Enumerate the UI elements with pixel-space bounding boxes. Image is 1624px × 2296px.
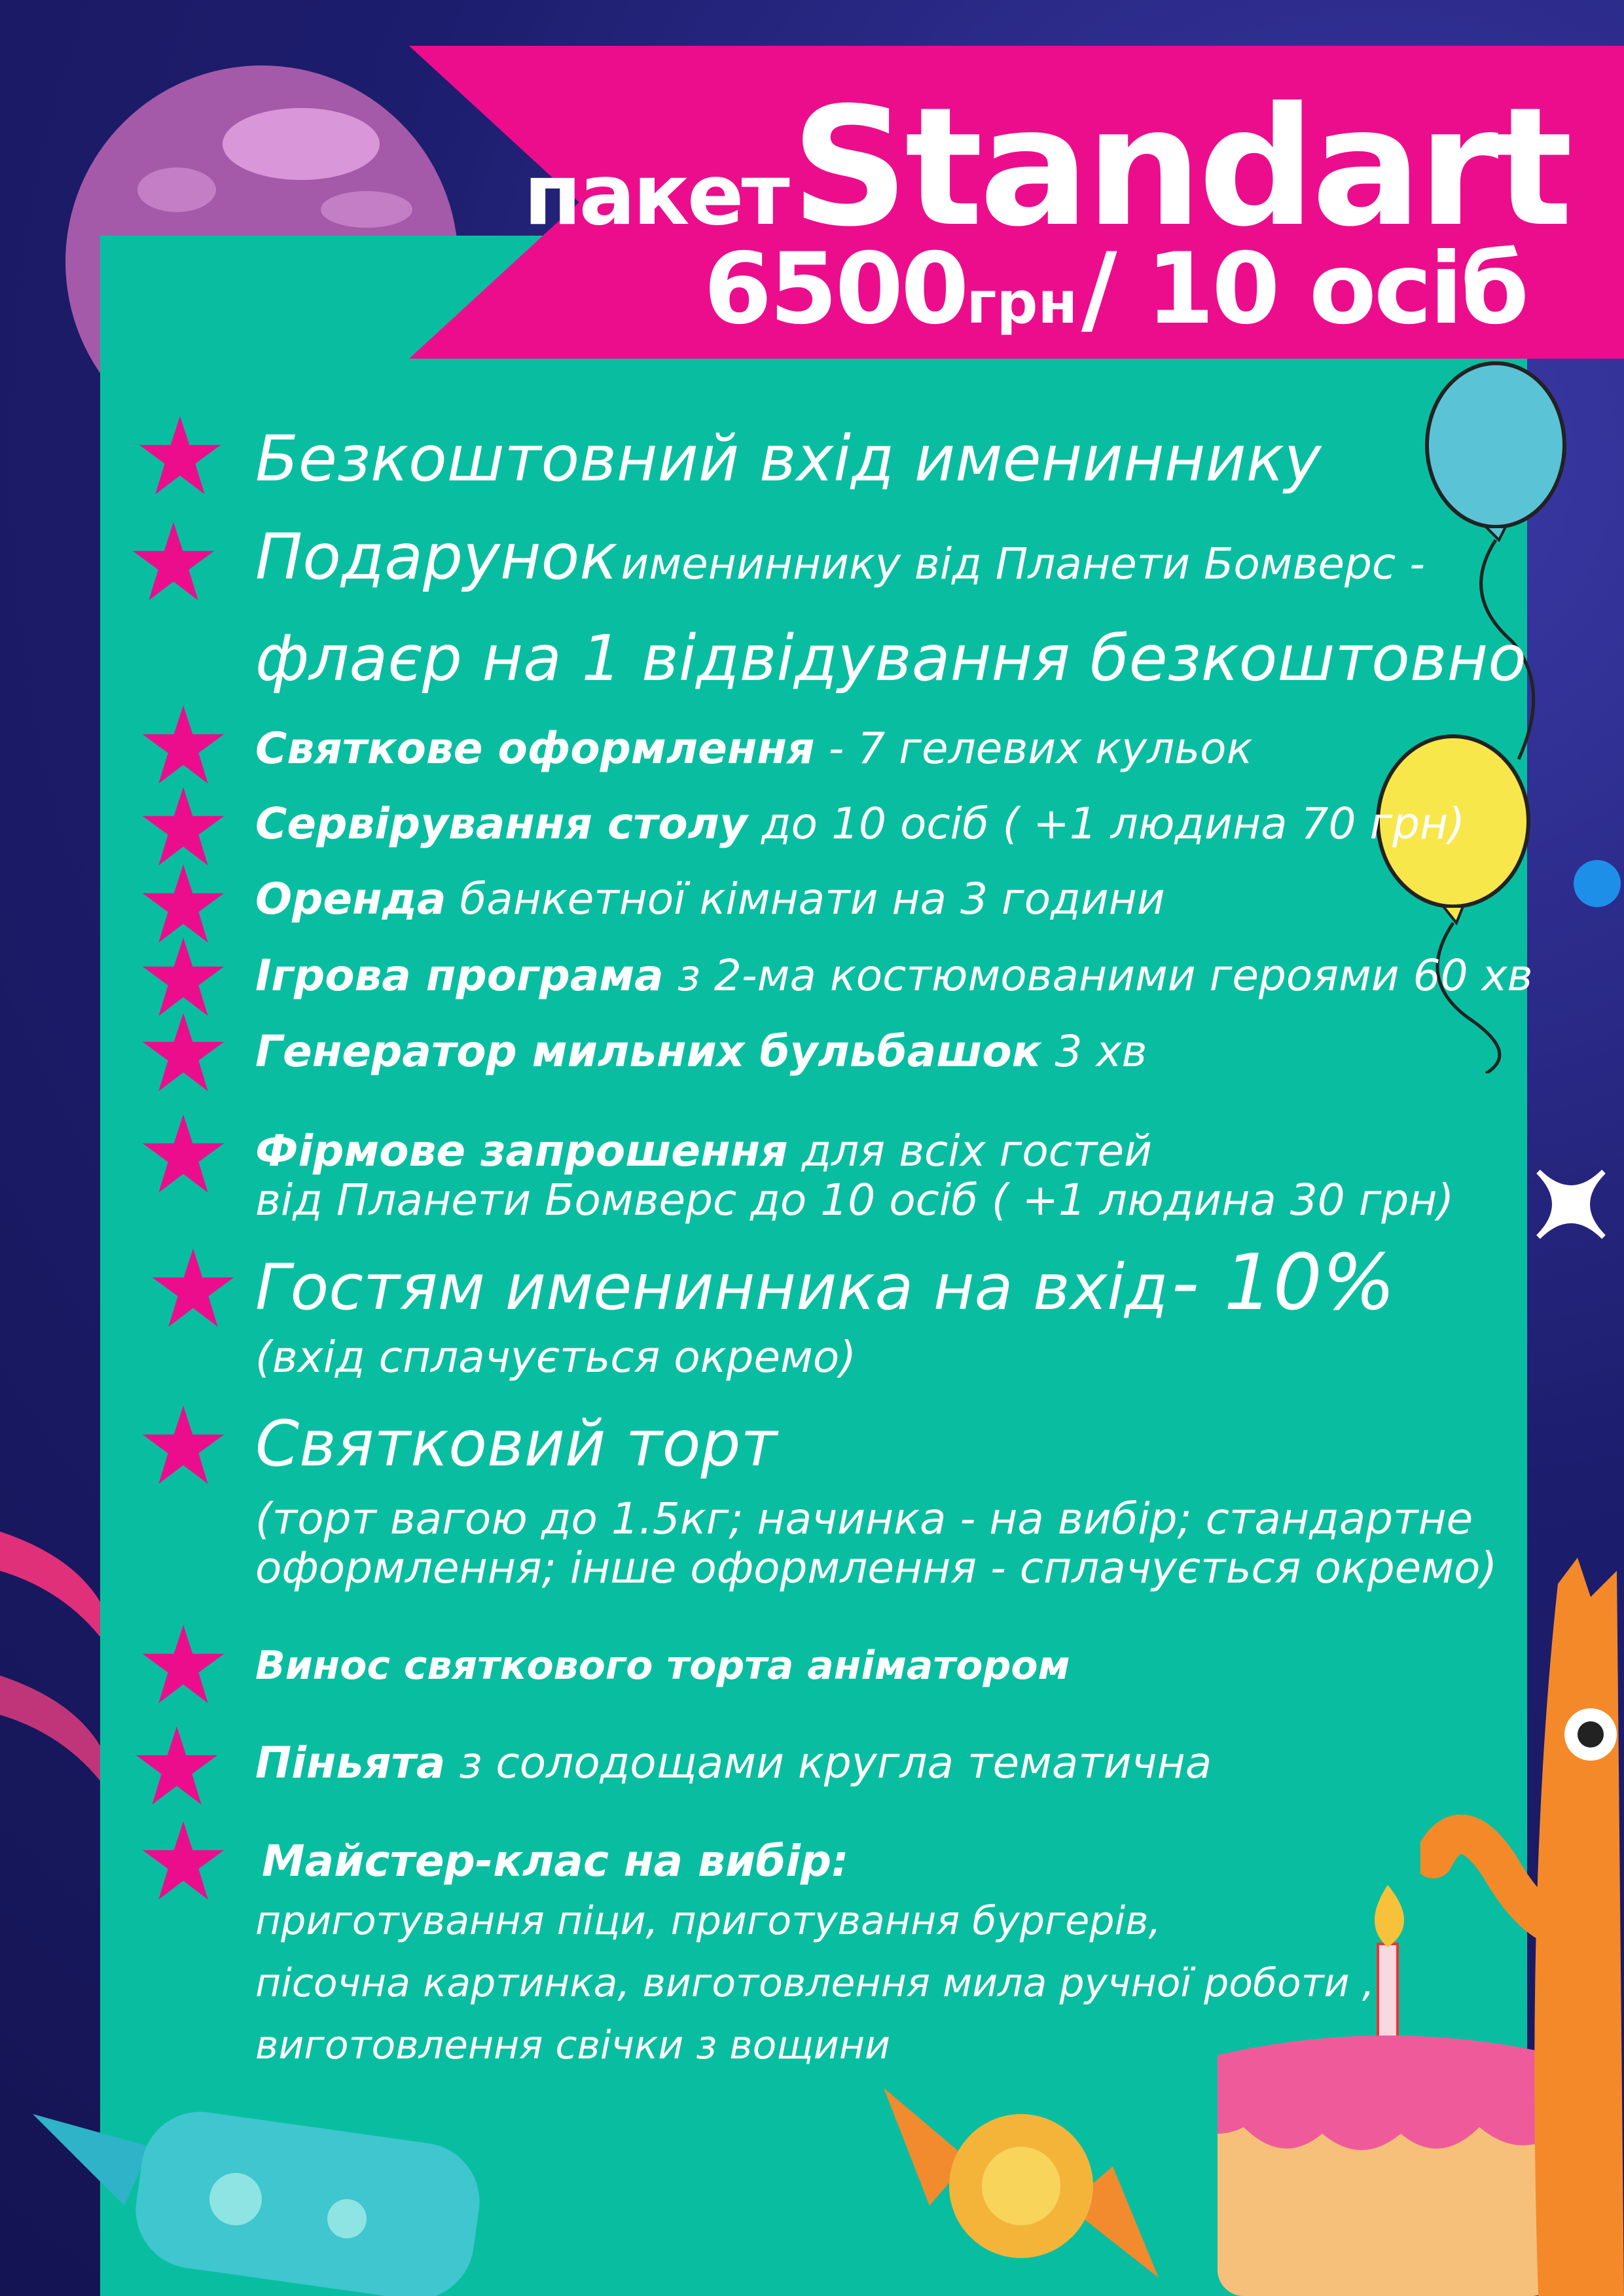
- item-rent: [255, 874, 1165, 924]
- item-free-entry: [255, 422, 1322, 495]
- balloon-blue-icon: [1420, 360, 1571, 766]
- item-cake-line3: [255, 1543, 1497, 1593]
- star-bullet-icon: [141, 1820, 226, 1905]
- star-bullet-icon: [141, 1011, 226, 1096]
- item-guest-discount: [255, 1237, 1396, 1327]
- item-guest-discount-line2: [255, 1332, 856, 1382]
- item-rest: 3 хв: [1055, 1026, 1147, 1077]
- item-text: оформлення; інше оформлення - сплачується окремо): [255, 1543, 1498, 1593]
- item-table-service: [255, 798, 1465, 849]
- item-rest: з солодощами кругла тематична: [459, 1738, 1212, 1788]
- discount-value: - 10%: [1171, 1237, 1396, 1327]
- item-text: (вхід сплачується окремо): [255, 1332, 856, 1382]
- item-cake-carry: [255, 1643, 1070, 1689]
- item-invitation-line2: [255, 1175, 1454, 1225]
- item-pinata: [255, 1738, 1212, 1788]
- item-rest: до 10 осіб ( +1 людина 70 грн): [761, 798, 1465, 849]
- star-bullet-icon: [141, 1623, 226, 1708]
- item-bold: Винос святкового торта аніматором: [255, 1643, 1070, 1689]
- star-bullet-icon: [141, 1113, 226, 1198]
- item-cake-line2: [255, 1494, 1473, 1544]
- candy-icon: [20, 2036, 556, 2296]
- item-text: Святковий торт: [255, 1407, 778, 1480]
- star-bullet-icon: [137, 414, 223, 499]
- star-bullet-icon: [141, 863, 226, 948]
- item-bold: Оренда: [255, 874, 446, 924]
- item-text: (торт вагою до 1.5кг; начинка - на вибір; стандартне: [255, 1494, 1473, 1544]
- item-text: Безкоштовний вхід имениннику: [255, 422, 1322, 495]
- item-bold: Майстер-клас на вибір:: [262, 1836, 849, 1886]
- item-invitation: [255, 1126, 1152, 1176]
- star-bullet-icon: [141, 936, 226, 1021]
- item-text: приготування піци, приготування бургерів,: [255, 1898, 1161, 1944]
- item-text: флаєр на 1 відвідування безкоштовно: [255, 622, 1526, 695]
- star-bullet-icon: [131, 520, 216, 605]
- item-rest: з 2-ма костюмованими героями 60 хв: [677, 950, 1533, 1001]
- candy-wrapped-icon: [871, 2062, 1172, 2296]
- item-bold: Подарунок: [255, 520, 618, 594]
- item-rest: банкетної кімнати на 3 години: [460, 874, 1165, 924]
- item-text: виготовлення свічки з вощини: [255, 2022, 891, 2068]
- item-bubble-generator: [255, 1026, 1147, 1077]
- price-value: 6500: [704, 232, 967, 346]
- item-bold: Сервірування столу: [255, 798, 748, 849]
- item-bold: Ігрова програма: [255, 950, 664, 1001]
- sparkle-icon: [1532, 1165, 1610, 1244]
- ribbon-decoration: [0, 1505, 105, 1833]
- item-gift-line2: [255, 622, 1526, 695]
- item-gift: [255, 520, 1425, 594]
- item-rest: имениннику від Планети Бомверс -: [621, 539, 1425, 589]
- package-price: [704, 232, 1526, 346]
- star-bullet-icon: [141, 1404, 226, 1489]
- item-rest: для всіх гостей: [801, 1126, 1152, 1176]
- item-decoration: [255, 723, 1252, 774]
- star-bullet-icon: [151, 1247, 236, 1332]
- price-per-people: / 10 осіб: [1081, 232, 1526, 346]
- monster-icon: [1420, 1558, 1624, 2296]
- item-master-class-line2: [255, 1898, 1161, 1944]
- item-game-program: [255, 950, 1533, 1001]
- bubble-icon: [1571, 857, 1623, 910]
- package-name: Standart: [791, 72, 1569, 262]
- word-paket: пакет: [524, 147, 787, 244]
- item-master-class-line4: [255, 2022, 890, 2068]
- price-currency: грн: [966, 269, 1078, 336]
- item-text: від Планети Бомверс до 10 осіб ( +1 людина 30 грн): [255, 1175, 1454, 1225]
- star-bullet-icon: [141, 704, 226, 789]
- star-bullet-icon: [134, 1725, 219, 1810]
- item-bold: Генератор мильних бульбашок: [255, 1026, 1041, 1077]
- item-bold: Піньята: [255, 1738, 446, 1788]
- item-cake: [255, 1407, 777, 1480]
- item-rest: - 7 гелевих кульок: [828, 723, 1253, 774]
- item-text: Гостям именинника на вхід: [255, 1251, 1168, 1324]
- balloon-yellow-icon: [1368, 733, 1538, 1073]
- item-master-class-line3: [255, 1960, 1375, 2006]
- item-text: пісочна картинка, виготовлення мила ручної роботи ,: [255, 1960, 1375, 2006]
- item-bold: Фірмове запрошення: [255, 1126, 788, 1176]
- item-master-class: [262, 1836, 848, 1886]
- item-bold: Святкове оформлення: [255, 723, 815, 774]
- star-bullet-icon: [141, 785, 226, 870]
